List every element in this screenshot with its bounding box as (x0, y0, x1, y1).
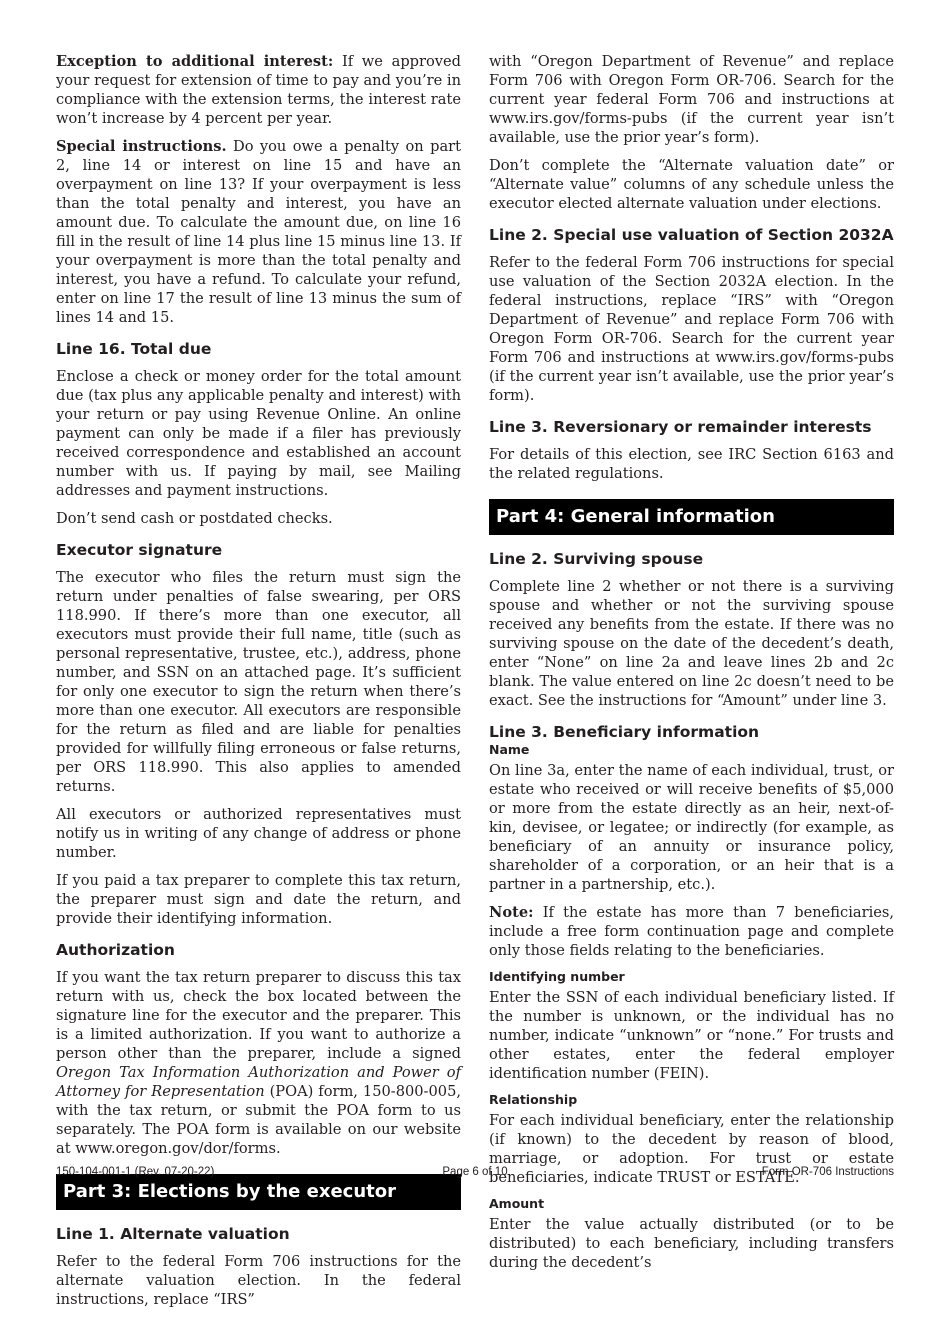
exception-lead: Exception to additional interest: (56, 53, 334, 70)
executor-paragraph-1: The executor who files the return must sign the return under penalties of false swearing, per ORS 118.990. If there’s more than one executor, all executors must provide their full name, title (such as personal representative, trustee, etc.), address, phone number, and SSN on an attached page. It’s sufficient for only one executor to sign the return when there’s more than one executor. All executors are responsible for the return as filed and are liable for penalties provided for willfully filing erroneous or false returns, per ORS 118.990. This also applies to amended returns. (56, 569, 461, 795)
auth-text-1: If you want the tax return preparer to discuss this tax return with us, check the box located between the signature line for the executor and the preparer. This is a limited authorization. If you want to authorize a person other than the preparer, include a signed (56, 969, 461, 1062)
special-instructions-paragraph (56, 137, 461, 327)
special-lead: Special instructions. (56, 138, 227, 155)
amount-paragraph: Enter the value actually distributed (or to be distributed) to each beneficiary, including transfers during the decedent’s (489, 1216, 894, 1271)
line3-paragraph: For details of this election, see IRC Section 6163 and the related regulations. (489, 446, 894, 482)
name-paragraph: On line 3a, enter the name of each individual, trust, or estate who received or will receive benefits of $5,000 or more from the estate directly as an heir, next-of-kin, devisee, or legatee; or indirectly (for example, as beneficiary of an annuity or insurance policy, shareholder of a corporation, or an heir that is a partner in a partnership, etc.). (489, 762, 894, 893)
line16-paragraph-2: Don’t send cash or postdated checks. (56, 510, 333, 527)
surviving-spouse-heading: Line 2. Surviving spouse (489, 550, 704, 568)
executor-paragraph-3: If you paid a tax preparer to complete this tax return, the preparer must sign and date the return, and provide their identifying information. (56, 872, 461, 927)
relationship-paragraph: For each individual beneficiary, enter the relationship (if known) to the decedent by reason of blood, marriage, or adoption. For trust or estate beneficiaries, indicate TRUST or ESTATE. (489, 1112, 894, 1186)
identifying-number-paragraph: Enter the SSN of each individual beneficiary listed. If the number is unknown, or the individual has no number, indicate “unknown” or “none.” For trusts and other estates, enter the federal employer identification number (FEIN). (489, 989, 894, 1082)
page-footer (56, 1166, 894, 1182)
exception-text: If we approved your request for extension of time to pay and you’re in compliance with the extension terms, the interest rate won’t increase by 4 percent per year. (56, 53, 461, 127)
identifying-number-subheading: Identifying number (489, 969, 625, 984)
authorization-paragraph (56, 968, 461, 1158)
part4-section-bar: Part 4: General information (489, 499, 894, 535)
executor-signature-heading: Executor signature (56, 541, 223, 559)
line1-paragraph: Refer to the federal Form 706 instructions for the alternate valuation election. In the federal instructions, replace “IRS” (56, 1253, 461, 1308)
line2-special-use-heading: Line 2. Special use valuation of Section 2032A (489, 226, 894, 244)
surviving-spouse-paragraph: Complete line 2 whether or not there is a surviving spouse and whether or not the surviving spouse received any benefits from the estate. If there was no surviving spouse on the date of the decedent’s death, enter “None” on line 2a and leave lines 2b and 2c blank. The value entered on line 2c doesn’t need to be exact. See the instructions for “Amount” under line 3. (489, 578, 894, 709)
continued-paragraph-1: with “Oregon Department of Revenue” and replace Form 706 with Oregon Form OR-706. Search for the current year federal Form 706 and instructions at www.irs.gov/forms-pubs (if the current year isn’t available, use the prior year’s form). (489, 53, 894, 146)
auth-text-2: (POA) form, 150-800-005, with the tax return, or submit the POA form to us separately. The POA form is available on our website at www.oregon.gov/dor/forms. (56, 1083, 461, 1157)
auth-form-title: Oregon Tax Information Authorization and Power of Attorney for Representation (56, 1064, 461, 1100)
line16-heading: Line 16. Total due (56, 340, 212, 358)
name-subheading: Name (489, 742, 530, 757)
line1-heading: Line 1. Alternate valuation (56, 1225, 290, 1243)
line16-paragraph-1: Enclose a check or money order for the total amount due (tax plus any applicable penalty and interest) with your return or pay using Revenue Online. An online payment can only be made if a filer has previously received correspondence and established an account number with us. If paying by mail, see Mailing addresses and payment instructions. (56, 368, 461, 499)
continued-paragraph-2: Don’t complete the “Alternate valuation date” or “Alternate value” columns of any schedule unless the executor elected alternate valuation under elections. (489, 157, 894, 212)
executor-paragraph-2: All executors or authorized representatives must notify us in writing of any change of address or phone number. (56, 806, 461, 861)
beneficiary-heading: Line 3. Beneficiary information (489, 723, 760, 741)
part3-section-bar: Part 3: Elections by the executor (56, 1174, 461, 1210)
authorization-heading: Authorization (56, 941, 175, 959)
note-lead: Note: (489, 904, 534, 921)
special-text: Do you owe a penalty on part 2, line 14 or interest on line 15 and have an overpayment on line 13? If your overpayment is less than the total penalty and interest, you have an amount due. To calculate the amount due, on line 16 fill in the result of line 14 plus line 15 minus line 13. If your overpayment is more than the total penalty and interest, you have a refund. To calculate your refund, enter on line 17 the result of line 13 minus the sum of lines 14 and 15. (56, 138, 461, 326)
line2-paragraph: Refer to the federal Form 706 instructions for special use valuation of the Section 2032A election. In the federal instructions, replace “IRS” with “Oregon Department of Revenue” and replace Form 706 with Oregon Form OR-706. Search for the current year Form 706 and instructions at www.irs.gov/forms-pubs (if the current year isn’t available, use the prior year’s form). (489, 254, 894, 404)
line3-reversionary-heading: Line 3. Reversionary or remainder interests (489, 418, 872, 436)
note-paragraph (489, 903, 894, 960)
amount-subheading: Amount (489, 1196, 545, 1211)
note-text: If the estate has more than 7 beneficiaries, include a free form continuation page and complete only those fields relating to the beneficiaries. (489, 904, 894, 959)
footer-form-title: Form OR-706 Instructions (761, 1166, 894, 1178)
footer-form-number: 150-104-001-1 (Rev. 07-20-22) (56, 1166, 215, 1178)
relationship-subheading: Relationship (489, 1092, 578, 1107)
footer-page-number: Page 6 of 10 (442, 1166, 508, 1178)
exception-paragraph (56, 52, 461, 128)
left-column (56, 52, 461, 1318)
right-column (489, 52, 894, 1281)
